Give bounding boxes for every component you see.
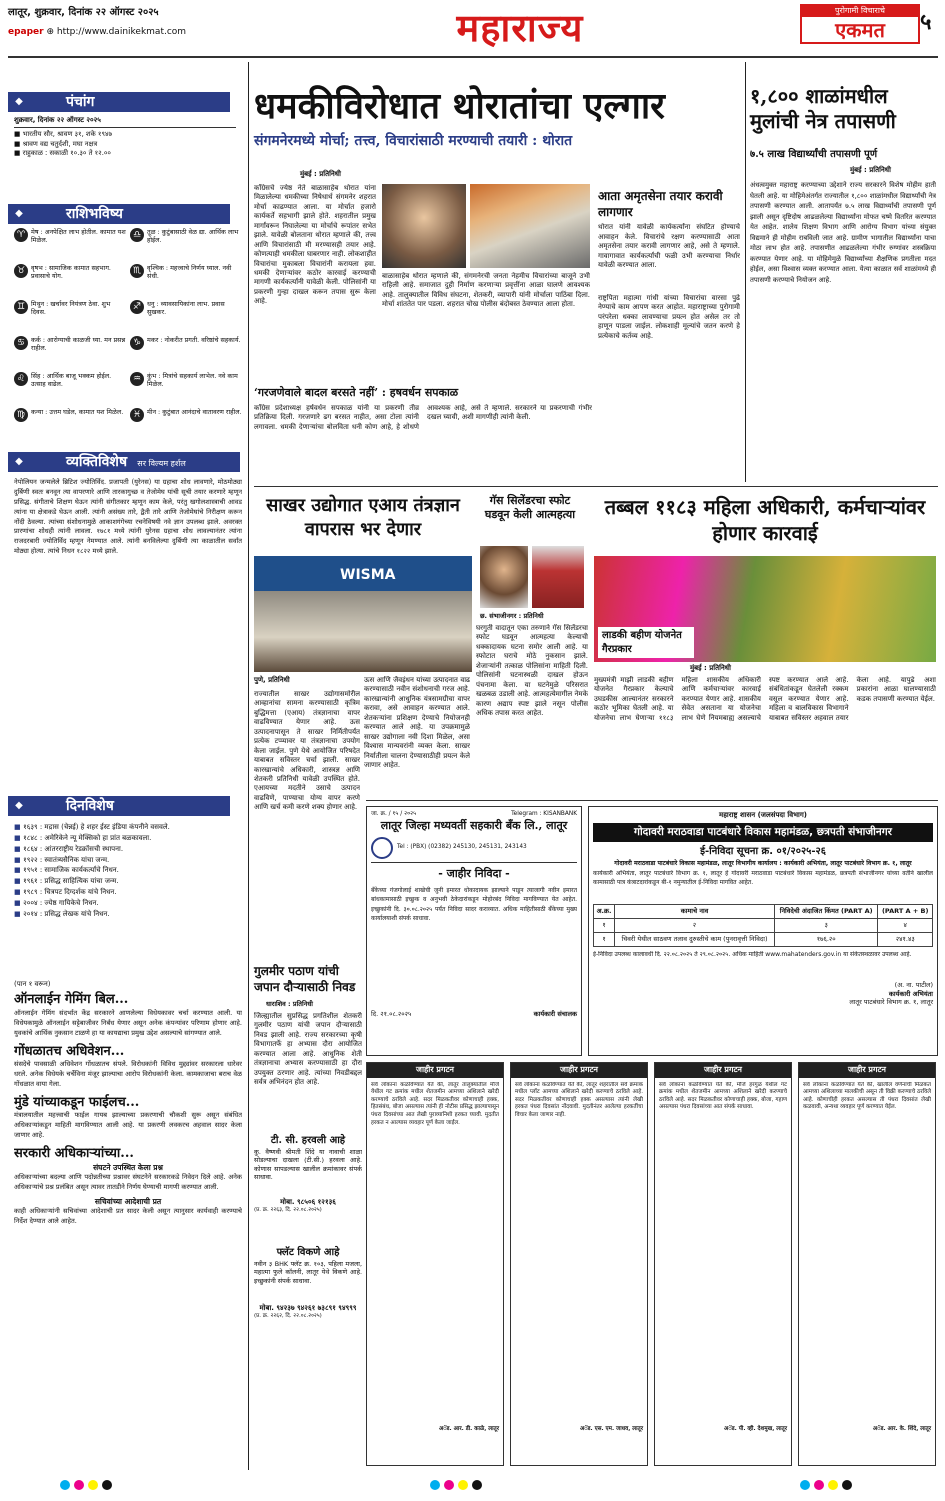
dinvishesh-item [14,833,242,844]
eye-headline: १,८०० शाळांमधील मुलांची नेत्र तपासणी [750,84,896,133]
rashi-cell-वृश्चिक [130,264,242,292]
continued-text: काही अधिकाऱ्यांनी सचिवांच्या आदेशाची प्रत सादर केली असून त्यानुसार कार्यवाही करण्याचे निर्देश देण्यात आले आहेत. [14,1206,242,1225]
zodiac-वृश्चिक-icon: ♏ [130,264,144,278]
ad-title: जाहीर प्रगटन [799,1063,935,1078]
bank-sign: कार्यकारी संचालक [533,1009,577,1018]
continued-subtitle: संघटने उपस्थित केला प्रश्न [93,1162,163,1172]
gas-headline: गॅस सिलेंडरचा स्फोट घडवून केली आत्महत्या [484,494,576,522]
bank-divider [371,862,577,863]
tender-notice-no: ई-निविदा सूचना क्र. ०१/२०२५-२६ [700,845,826,857]
bank-phones: Tel : (PBX) (02382) 245130, 245131, 243143 [397,843,527,850]
dinvishesh-item [14,855,242,866]
zodiac-मेष-icon: ♈ [14,228,28,242]
dinvishesh-list [14,822,242,974]
panchang-line: ■ भारतीय सौर, श्रावण ३१, शके १९४७ [14,130,113,139]
bullet-icon: ■ [14,855,24,864]
table-cell: ३ [774,919,878,933]
rashi-text: सिंह : आर्थिक बाजू भक्कम होईल. उत्साह वाढेल. [31,372,112,389]
rashi-header: राशिभविष्य [30,204,230,224]
page-number: ५ [920,10,932,35]
lead-pull-head: ‘गरजणेवाले बादल बरसते नहीं’ : हषवर्धन सपकाळ [254,386,459,399]
japan-headline: गुलमीर पठाण यांची जपान दौऱ्यासाठी निवड [254,964,356,994]
ad-sign: अॅड. आर. डी. काळे, लातूर [438,1425,499,1432]
women-dateline: मुंबई : प्रतिनिधी [690,664,731,672]
lead-side-text-2: राष्ट्रपिता महात्मा गांधी यांच्या विचारांचा वारसा पुढे नेण्याचे काम आपण करत आहोत. महाराष्ट्राच्या पुरोगामी परंपरेला धक्का लावण्याचा प्रयत्न होत असेल तर तो हाणून पाडला जाईल. लोकशाही मूल्यांचे जतन करणे हे प्रत्येकाचे कर्तव्य आहे. [598,294,740,340]
epaper-link[interactable]: http://www.dainikekmat.com [56,26,187,37]
ad-sign: अॅड. आर. के. शिंदे, लातूर [872,1425,931,1432]
sugar-event-photo [254,556,472,672]
vyakti-badge: ◆ [8,452,30,472]
dinvishesh-item [14,822,242,833]
women-body: मुख्यमंत्री माझी लाडकी बहीण योजनेत गैरप्रकार केल्याचे उघडकीस आल्यानंतर सरकारने कठोर भूमिका घेतली आहे. या योजनेचा लाभ घेणाऱ्या ११८३ महिला शासकीय अधिकारी आणि कर्मचाऱ्यांवर कारवाई करण्यात येणार आहे. शासकीय सेवेत असताना या योजनेचा लाभ घेणे नियमबाह्य असल्याचे स्पष्ट करण्यात आले आहे. संबंधितांकडून घेतलेली रक्कम वसूल करण्यात येणार आहे. महिला व बालविकास विभागाने याबाबत सविस्तर अहवाल तयार केला आहे. यापुढे अशा प्रकारांना आळा घालण्यासाठी कडक तपासणी करण्यात येईल. [594,676,936,722]
rashi-cell-तूळ [130,228,242,256]
dinvishesh-item [14,898,242,909]
print-color-bar-center [430,1480,486,1490]
tender-table-body [594,919,933,947]
continued-list [14,991,242,1226]
rashi-cell-मीन [130,408,242,436]
lead-body: काँग्रेसचे ज्येष्ठ नेते बाळासाहेब थोरात यांना मिळालेल्या धमकीच्या निषेधार्थ संगमनेर शहरात मोर्चा काढण्यात आला. या मोर्चात हजारो कार्यकर्ते सहभागी झाले होते. शहरातील प्रमुख मार्गांवरून निघालेल्या या मोर्चाचे रूपांतर सभेत झाले. यावेळी बोलताना थोरात म्हणाले की, तत्त्व आणि विचारांसाठी मी मरण्यासही तयार आहे. कोणत्याही धमकीला घाबरणार नाही. लोकशाहीत विचारांचा मुकाबला विचारांनी करायला हवा. धमकी देणाऱ्यांवर कठोर कारवाई करण्याची मागणी कार्यकर्त्यांनी यावेळी केली. पोलिसांनी या प्रकरणी गुन्हा दाखल करून तपास सुरू केला आहे. [254,184,376,306]
continued-text: अधिकाऱ्यांच्या बदल्या आणि पदोन्नतीच्या प्रश्नावर संघटनेने सरकारकडे निवेदन दिले आहे. अनेक अधिकाऱ्यांचे प्रश्न प्रलंबित असून त्यावर तातडीने निर्णय घेण्याची मागणी करण्यात आली. [14,1172,242,1191]
tender-col-header: अ.क्र. [594,905,615,919]
bullet-icon: ■ [14,888,24,897]
sugar-body: राज्यातील साखर उद्योगासमोरील आव्हानांचा सामना करण्यासाठी कृत्रिम बुद्धिमत्ता (एआय) तंत्रज्ञानाचा वापर वाढविण्यात येणार आहे. ऊस उत्पादनापासून ते साखर निर्मितीपर्यंत प्रत्येक टप्प्यावर या तंत्रज्ञानाचा उपयोग केला जाईल. पुणे येथे आयोजित परिषदेत याबाबत सविस्तर चर्चा झाली. साखर कारखान्यांचे अधिकारी, शास्त्रज्ञ आणि शेतकरी प्रतिनिधी यावेळी उपस्थित होते. एआयच्या मदतीने उसाचे उत्पादन वाढविणे, पाण्याचा योग्य वापर करणे आणि खर्च कमी करणे शक्य होणार आहे. [254,690,360,812]
tender-authority: महाराष्ट्र शासन (जलसंपदा विभाग) [719,811,807,819]
rashi-text: कन्या : उत्तम घडेल, कामात यश मिळेल. [31,408,124,416]
notice-flat-ref: (प्र. क्र. २२६२, दि. २२.०८.२०२५) [254,1312,322,1319]
bank-body: बँकेच्या गंजगोलाई शाखेची जुनी इमारत धोकादायक झाल्याने पाडून त्याजागी नवीन इमारत बांधकामासाठी इच्छुक व अनुभवी ठेकेदारांकडून मोहोरबंद निविदा मागविण्यात येत आहेत. इच्छुकांनी दि. ३०.०८.२०२५ पर्यंत निविदा सादर कराव्यात. अधिक माहितीसाठी बँकेच्या मुख्य कार्यालयाशी संपर्क साधावा. [371,886,577,923]
lead-side-head: आता अमृतसेना तयार करावी लागणार [598,189,723,220]
ad-title: जाहीर प्रगटन [367,1063,503,1078]
zodiac-धनु-icon: ♐ [130,300,144,314]
rashi-text: कुंभ : मित्रांचे सहकार्य लाभेल. नवे काम मिळेल. [147,372,238,389]
panchang-line: ■ श्रावण वद्य चतुर्दशी, मघा नक्षत्र [14,139,98,148]
lead-headline: धमकीविरोधात थोरातांचा एल्गार [254,85,665,127]
ad-text: सर्व लोकांना कळविण्यात येते की, खालील वर्णनाची मिळकत आमच्या अशिलाच्या मालकीची असून ती विक्री करण्याचे ठरविले आहे. कोणाचीही हरकत असल्यास ती पंधरा दिवसांत लेखी कळवावी, अन्यथा व्यवहार पूर्ण करण्यात येईल. [803,1081,931,1111]
dinvishesh-text: २००४ : ज्येष्ठ गायिकेचे निधन. [23,898,99,907]
lead-side-text: थोरात यांनी यावेळी कार्यकर्त्यांना संघटित होण्याचे आवाहन केले. विचारांचे रक्षण करण्यासाठी आता अमृतसेना तयार करावी लागणार आहे, असे ते म्हणाले. गावागावात कार्यकर्त्यांची फळी उभी करण्याचा निर्धार यावेळी करण्यात आला. [598,223,740,270]
bank-logo-icon [371,837,393,859]
panchang-divider [14,127,236,128]
table-cell: चिवरी येथील साठवण तलाव दुरुस्तीचे काम (पुनरावृत्ती निविदा) [615,933,775,947]
classified-ad [654,1062,792,1466]
dinvishesh-text: १८४८ : अमेरिकेने न्यू मेक्सिको हा प्रांत बळकावला. [23,833,152,842]
tender-sub: गोदावरी मराठवाडा पाटबंधारे विकास महामंडळ, लातूर विभागीय कार्यालय : कार्यकारी अभियंता, लातूर पाटबंधारे विभाग क्र. १, लातूर [614,860,912,868]
rashi-cell-धनु [130,300,242,328]
continued-subtitle: सचिवांच्या आदेशाची प्रत [94,1196,162,1206]
dinvishesh-item [14,844,242,855]
tender-signature [593,981,933,1007]
rashi-text: तूळ : कुटुंबासाठी वेळ द्या. आर्थिक लाभ होईल. [147,228,239,245]
epaper-line [8,26,388,38]
rashi-text: मीन : कुटुंबात आनंदाचे वातावरण राहील. [147,408,242,416]
sugar-body-continued: ऊस आणि जैवइंधन यांच्या उत्पादनात वाढ करण्यासाठी नवीन संशोधनाची गरज आहे. कारखान्यांनी आधुनिक यंत्रसामग्रीचा वापर करावा, असे आवाहन करण्यात आले. शेतकऱ्यांना प्रशिक्षण देण्याचे नियोजनही करण्यात आले आहे. या उपक्रमामुळे साखर उद्योगाला नवी दिशा मिळेल, असा विश्वास मान्यवरांनी व्यक्त केला. साखर निर्यातीला चालना देण्यासाठीही प्रयत्न केले जाणार आहेत. [364,676,470,769]
tender-intro: कार्यकारी अभियंता, लातूर पाटबंधारे विभाग क्र. १, लातूर हे गोदावरी मराठवाडा पाटबंधारे विकास महामंडळ, छत्रपती संभाजीनगर यांच्या वतीने खालील कामासाठी पात्र कंत्राटदारांकडून बी-१ नमुन्यातील ई-निविदा मागवित आहेत. [593,870,933,886]
row-divider [254,486,938,487]
zodiac-तूळ-icon: ♎ [130,228,144,242]
bank-date: दि. २१.०८.२०२५ [371,1009,412,1018]
brand-name: एकमत [835,17,885,42]
sugar-headline: साखर उद्योगात एआय तंत्रज्ञान वापरास भर देणार [266,495,460,541]
rashi-cell-मकर [130,336,242,364]
notice-flat-phone: मोबा. ९४२३७ ९४२६१ ७३८९१ ९४९९९ [259,1303,357,1312]
section-masthead: महाराज्य [456,5,584,50]
bank-name: लातूर जिल्हा मध्यवर्ती सहकारी बँक लि., लातूर [380,818,568,832]
globe-icon: ⊕ [46,26,55,37]
tender-notes: ई-निविदा उपलब्ध कालावधी दि. २२.०८.२०२५ ते २९.०८.२०२५. अधिक माहिती www.mahatenders.gov.in या संकेतस्थळावर उपलब्ध आहे. [593,950,912,958]
sugar-banner-text: WISMA [340,567,396,583]
classified-ad [366,1062,504,1466]
eye-body: अंधत्वमुक्त महाराष्ट्र करण्याच्या उद्देशाने राज्य सरकारने विशेष मोहीम हाती घेतली आहे. या मोहिमेअंतर्गत राज्यातील १,८०० शाळांमधील विद्यार्थ्यांची नेत्र तपासणी करण्यात आली. आतापर्यंत ७.५ लाख विद्यार्थ्यांची तपासणी पूर्ण झाली असून दृष्टिदोष आढळलेल्या विद्यार्थ्यांना मोफत चष्मे वितरित करण्यात येत आहेत. शालेय शिक्षण विभाग आणि आरोग्य विभाग यांच्या संयुक्त विद्यमाने ही मोहीम राबविली जात आहे. ग्रामीण भागातील विद्यार्थ्यांना याचा मोठा लाभ होत आहे. तपासणीत आढळलेल्या गंभीर रुग्णांवर शस्त्रक्रिया करण्यात येणार आहे. या मोहिमेमुळे विद्यार्थ्यांच्या शैक्षणिक प्रगतीला मदत होईल, असा विश्वास व्यक्त करण्यात आला. येत्या काळात सर्व शाळांमध्ये ही तपासणी करण्याचे नियोजन आहे. [750,181,936,284]
notice-tc-ref: (प्र. क्र. २२६३, दि. २२.०८.२०२५) [254,1206,322,1213]
women-headline: तब्बल ११८३ महिला अधिकारी, कर्मचाऱ्यांवर होणार कारवाई [604,495,926,545]
tender-table [593,904,933,946]
tender-col-header: (PART A + B) [878,905,933,919]
continued-title: ऑनलाईन गेमिंग बिल... [14,992,129,1008]
women-field-photo [594,556,936,662]
lead-pull-text: काँग्रेस प्रदेशाध्यक्ष हर्षवर्धन सपकाळ यांनी या प्रकरणी तीव्र प्रतिक्रिया दिली. गरजणारे ढग बरसत नाहीत, असा टोला त्यांनी लगावला. धमकी देणाऱ्यांचा बोलविता धनी कोण आहे, हे शोधणे आवश्यक आहे, असे ते म्हणाले. सरकारने या प्रकरणाची गंभीर दखल घ्यावी, अशी मागणीही त्यांनी केली. [254,403,592,431]
tender-sign-title: कार्यकारी अभियंता [888,989,933,998]
women-photo-caption: लाडकी बहीण योजनेत गैरप्रकार [598,627,694,658]
tender-col-header: निविदेची अंदाजित किंमत (PART A) [774,905,878,919]
continued-stories [14,980,242,1470]
rashi-text: मकर : नोकरीत प्रगती. वरिष्ठांचे सहकार्य. [147,336,241,344]
print-color-bar-left [60,1480,116,1490]
header-left [8,6,388,38]
zodiac-वृषभ-icon: ♉ [14,264,28,278]
zodiac-सिंह-icon: ♌ [14,372,28,386]
continued-label: (पान १ वरून) [14,980,51,988]
dinvishesh-text: १९६१ : प्रसिद्ध साहित्यिक यांचा जन्म. [23,877,119,886]
zodiac-मिथुन-icon: ♊ [14,300,28,314]
japan-dateline: धाराशिव : प्रतिनिधी [266,1000,313,1008]
dinvishesh-item [14,865,242,876]
lead-rally-photo [470,184,590,268]
zodiac-कन्या-icon: ♍ [14,408,28,422]
rashi-cell-वृषभ [14,264,126,292]
dinvishesh-badge: ◆ [8,796,30,816]
rashi-cell-कुंभ [130,372,242,400]
tender-sign-office: लातूर पाटबंधारे विभाग क्र. १, लातूर [849,998,933,1007]
rashi-text: मिथुन : खर्चावर नियंत्रण ठेवा. शुभ दिवस. [31,300,111,317]
panchang-line: ■ राहुकाळ : सकाळी १०.३० ते १२.०० [14,148,111,157]
sugar-dateline: पुणे, प्रतिनिधी [254,676,290,684]
panchang-date: शुक्रवार, दिनांक २२ ऑगस्ट २०२५ [14,116,101,124]
vyakti-header [30,452,240,472]
ad-sign: अॅड. पी. व्ही. देशमुख, लातूर [724,1425,787,1432]
rashi-text: धनु : व्यावसायिकांना लाभ. प्रवास सुखकर. [147,300,225,317]
rashi-grid [14,228,242,448]
continued-title: सरकारी अधिकाऱ्यांच्या... [14,1146,134,1162]
bank-ad-topline [371,811,577,819]
lead-pull-box [254,386,592,470]
print-color-bar-right [800,1480,856,1490]
dinvishesh-text: २०१४ : प्रसिद्ध लेखक यांचे निधन. [23,909,110,918]
bank-telegram: Telegram : KISANBANK [511,811,577,817]
rashi-cell-मिथुन [14,300,126,328]
classified-ads-row [366,1062,938,1472]
lead-sidebar [598,188,740,305]
gas-dateline: छ. संभाजीनगर : प्रतिनिधी [480,612,544,620]
dinvishesh-item [14,909,242,920]
table-cell: १ [594,919,615,933]
table-cell: ४ [878,919,933,933]
bank-contact-row [371,837,577,859]
table-cell: २४१.४३ [878,933,933,947]
gas-cylinder-photo [532,546,584,608]
gas-body: घरगुती वादातून एका तरुणाने गॅस सिलेंडरचा स्फोट घडवून आत्महत्या केल्याची धक्कादायक घटना समोर आली आहे. या स्फोटात घराचे मोठे नुकसान झाले. शेजाऱ्यांनी तत्काळ पोलिसांना माहिती दिली. पोलिसांनी घटनास्थळी दाखल होऊन पंचनामा केला. या घटनेमुळे परिसरात खळबळ उडाली आहे. आत्महत्येमागील नेमके कारण अद्याप स्पष्ट झाले नसून पोलीस अधिक तपास करत आहेत. [476,624,588,717]
bank-heading: - जाहीर निविदा - [438,866,510,880]
dinvishesh-text: १९८९ : चित्रपट दिग्दर्शक यांचे निधन. [23,888,117,897]
dinvishesh-header: दिनविशेष [30,796,230,816]
japan-body: जिल्ह्यातील सुप्रसिद्ध प्रगतिशील शेतकरी गुलमीर पठाण यांची जपान दौऱ्यासाठी निवड झाली आहे. राज्य सरकारच्या कृषी विभागातर्फे हा अभ्यास दौरा आयोजित करण्यात आला आहे. आधुनिक शेती तंत्रज्ञानाचा अभ्यास करण्यासाठी हा दौरा उपयुक्त ठरणार आहे. त्यांच्या निवडीबद्दल सर्वत्र अभिनंदन होत आहे. [254,1012,362,1087]
notice-flat-title: फ्लॅट विकणे आहे [276,1247,340,1258]
rashi-cell-सिंह [14,372,126,400]
table-row [594,933,933,947]
notice-tc [254,1134,362,1214]
lead-body-continued: बाळासाहेब थोरात म्हणाले की, संगमनेरची जनता नेहमीच विचारांच्या बाजूने उभी राहिली आहे. समाजात दुही निर्माण करणाऱ्या प्रवृत्तींना आळा घालणे आवश्यक आहे. तालुक्यातील विविध संघटना, शेतकरी, व्यापारी यांनी मोर्चाला पाठिंबा दिला. मोर्चा शांततेत पार पडला. शहरात चोख पोलीस बंदोबस्त ठेवण्यात आला होता. [382,272,590,309]
rashi-badge: ◆ [8,204,30,224]
vyakti-subtitle: सर विल्यम हर्शल [137,459,186,468]
vyakti-text: नेपोलियन जन्मलेले ब्रिटिश ज्योतिर्विद. प्रजापती (युरेनस) या ग्रहाचा शोध लावणारे, मोठमोठ्या दुर्बिणी स्वतः बनवून त्या वापरणारे आणि तारकागुच्छ व तेजोमेघ यांची सूची तयार करणारे म्हणून प्रसिद्ध. संगीताचे शिक्षण घेऊन त्यांनी संगीतकार म्हणून काम केले, परंतु खगोलशास्त्राची आवड त्यांना या क्षेत्राकडे घेऊन आली. त्यांनी असंख्य तारे, द्वैती तारे आणि तेजोमेघांचे निरीक्षण करून नोंदी ठेवल्या. त्यांच्या संशोधनामुळे आकाशगंगेच्या रचनेविषयी नवे ज्ञान उपलब्ध झाले. अवरक्त प्रारणांचा शोधही त्यांनी लावला. १७८१ मध्ये त्यांनी युरेनस ग्रहाचा शोध लावल्यानंतर त्यांना राजदरबारी ज्योतिर्विद म्हणून नेमण्यात आले. त्यांनी बनविलेल्या दुर्बिणी त्या काळातील सर्वांत मोठ्या होत्या. त्यांचे निधन १८२२ मध्ये झाले. [14,478,242,556]
zodiac-मीन-icon: ♓ [130,408,144,422]
ad-text: सर्व लोकांना कळविण्यात येते की, लातूर शहरातील सर्वे क्रमांक मधील प्लॉट आमच्या अशिलाने खरेदी करण्याचे ठरविले आहे. सदर मिळकतीवर कोणाचाही हक्क असल्यास त्यांनी लेखी हरकत पंधरा दिवसांत नोंदवावी. मुदतीनंतर आलेल्या हरकतींचा विचार केला जाणार नाही. [515,1081,643,1118]
bullet-icon: ■ [14,909,24,918]
ad-text: सर्व लोकांना कळविण्यात येते की, लातूर तालुक्यातील मौजे येथील गट क्रमांक मधील शेतजमीन आमच्या अशिलाने खरेदी करण्याचे ठरविले आहे. सदर मिळकतीवर कोणाचाही हक्क, हितसंबंध, बोजा असल्यास त्यांनी ही नोटीस प्रसिद्ध झाल्यापासून पंधरा दिवसांच्या आत लेखी पुराव्यानिशी हरकत घ्यावी. मुदतीत हरकत न आल्यास व्यवहार पूर्ण केला जाईल. [371,1081,499,1126]
bank-ref: जा. क्र. / १५ / २०२५ [371,811,417,817]
continued-title: मुंडे यांच्याकडून फाईलच... [14,1094,140,1110]
bullet-icon: ■ [14,866,24,875]
notice-flat-text: नवीन ३ BHK फ्लॅट क्र. १०३, पहिला मजला, महात्मा फुले कॉलनी, लातूर येथे विकणे आहे. इच्छुकांनी संपर्क साधावा. [254,1259,362,1285]
bullet-icon: ■ [14,877,24,886]
row-divider-2 [366,800,938,801]
lead-dateline: मुंबई : प्रतिनिधी [300,170,341,178]
bank-tender-ad [366,806,582,1056]
table-cell: २ [615,919,775,933]
brand-tagline: पुरोगामी विचाराचे [802,6,918,17]
dinvishesh-text: १९५१ : सामाजिक कार्यकर्त्यांचे निधन. [23,866,119,875]
rashi-text: मेष : अनपेक्षित लाभ होतील. कामात यश मिळेल. [31,228,126,245]
vyakti-title: व्यक्तिविशेष [66,454,128,470]
tender-table-header [594,905,933,919]
brand-logo [800,4,920,44]
notice-tc-text: कु. वैष्णवी श्रीमती शिंदे या नावाची शाळा सोडल्याचा दाखला (टी.सी.) हरवला आहे. कोणास सापडल्यास खालील क्रमांकावर संपर्क साधावा. [254,1147,362,1182]
dinvishesh-text: १९२२ : स्वातंत्र्यसैनिक यांचा जन्म. [23,855,110,864]
panchang-body [14,116,236,158]
ad-title: जाहीर प्रगटन [655,1063,791,1078]
rashi-cell-कन्या [14,408,126,436]
bullet-icon: ■ [14,833,24,842]
continued-title: गोंधळातच अधिवेशन... [14,1043,125,1059]
table-cell: १ [594,933,615,947]
ad-title: जाहीर प्रगटन [511,1063,647,1078]
panchang-badge: ◆ [8,92,30,112]
table-row [594,919,933,933]
column-rule-mid [745,62,746,482]
dinvishesh-item [14,887,242,898]
dinvishesh-text: १८६४ : आंतरराष्ट्रीय रेडक्रॉसची स्थापना. [23,844,124,853]
bullet-icon: ■ [14,844,24,853]
bank-footer [371,1010,577,1019]
rashi-cell-कर्क [14,336,126,364]
column-rule-left [248,62,249,1470]
continued-text: ऑनलाईन गेमिंग संदर्भात केंद्र सरकारने आणलेल्या विधेयकावर चर्चा करण्यात आली. या विधेयकामुळे ऑनलाईन सट्टेबाजीवर निर्बंध येणार असून अनेक कंपन्यांवर परिणाम होणार आहे. युवकांचे आर्थिक नुकसान टाळणे हा या कायद्याचा प्रमुख उद्देश असल्याचे सांगण्यात आले. [14,1008,242,1037]
notice-tc-phone: मोबा. ९८५०६ १२१३६ [280,1197,336,1206]
epaper-label: epaper [8,26,44,37]
zodiac-कर्क-icon: ♋ [14,336,28,350]
notice-tc-title: टी. सी. हरवली आहे [270,1135,346,1146]
continued-text: मंत्रालयातील महत्त्वाची फाईल गायब झाल्याच्या प्रकरणाची चौकशी सुरू असून संबंधित अधिकाऱ्यांकडून माहिती मागविण्यात आली आहे. या प्रकरणी लवकरच अहवाल सादर केला जाणार आहे. [14,1111,242,1140]
tender-col-header: कामाचे नाव [615,905,775,919]
bullet-icon: ■ [14,823,24,831]
eye-dateline: मुंबई : प्रतिनिधी [850,166,891,174]
rashi-text: वृषभ : सामाजिक कामात सहभाग. प्रवासाचे योग. [31,264,111,281]
rashi-text: वृश्चिक : महत्त्वाचे निर्णय घ्याल. नवी संधी. [147,264,232,281]
ad-text: सर्व लोकांना कळविण्यात येते की, मौजे हरंगुळ येथील गट क्रमांक मधील शेतजमीन आमच्या अशिलाने खरेदी करण्याचे ठरविले आहे. सदर मिळकतीवर कोणाचाही हक्क, बोजा, गहाण असल्यास पंधरा दिवसांच्या आत संपर्क साधावा. [659,1081,787,1111]
tender-heading: गोदावरी मराठवाडा पाटबंधारे विकास महामंडळ, छत्रपती संभाजीनगर [593,823,933,841]
notice-flat [254,1246,362,1320]
rashi-cell-मेष [14,228,126,256]
rashi-text: कर्क : आरोग्याची काळजी घ्या. मन प्रसन्न राहील. [31,336,126,353]
panchang-header: पंचांग [30,92,230,112]
classified-ad [510,1062,648,1466]
dinvishesh-item [14,876,242,887]
irrigation-tender [588,806,938,1056]
panchang-lines [14,130,236,158]
header-divider [8,56,938,58]
zodiac-कुंभ-icon: ♒ [130,372,144,386]
date-line: लातूर, शुक्रवार, दिनांक २२ ऑगस्ट २०२५ [8,7,159,18]
zodiac-मकर-icon: ♑ [130,336,144,350]
bullet-icon: ■ [14,898,24,907]
ad-sign: अॅड. एस. एम. जाधव, लातूर [579,1425,643,1432]
lead-subhead: संगमनेरमध्ये मोर्चा; तत्त्व, विचारांसाठी मरण्याची तयारी : थोरात [254,133,573,149]
continued-text: संसदेचे पावसाळी अधिवेशन गोंधळातच संपले. विरोधकांनी विविध मुद्द्यांवर सरकारला धारेवर धरले. अनेक विधेयके चर्चेविना मंजूर झाल्याचा आरोप विरोधकांनी केला. कामकाजाचा बराच वेळ गोंधळात वाया गेला. [14,1060,242,1088]
gas-victim-photo [480,546,528,608]
lead-portrait-photo [382,184,466,268]
classified-ad [798,1062,936,1466]
table-cell: १७६.२० [774,933,878,947]
dinvishesh-text: १६३९ : मद्रास (चेन्नई) हे शहर ईस्ट इंडिया कंपनीने वसवले. [23,823,170,831]
eye-subhead: ७.५ लाख विद्यार्थ्यांची तपासणी पूर्ण [750,149,878,160]
tender-sign-name: (अ. ना. पाटील) [894,980,933,989]
